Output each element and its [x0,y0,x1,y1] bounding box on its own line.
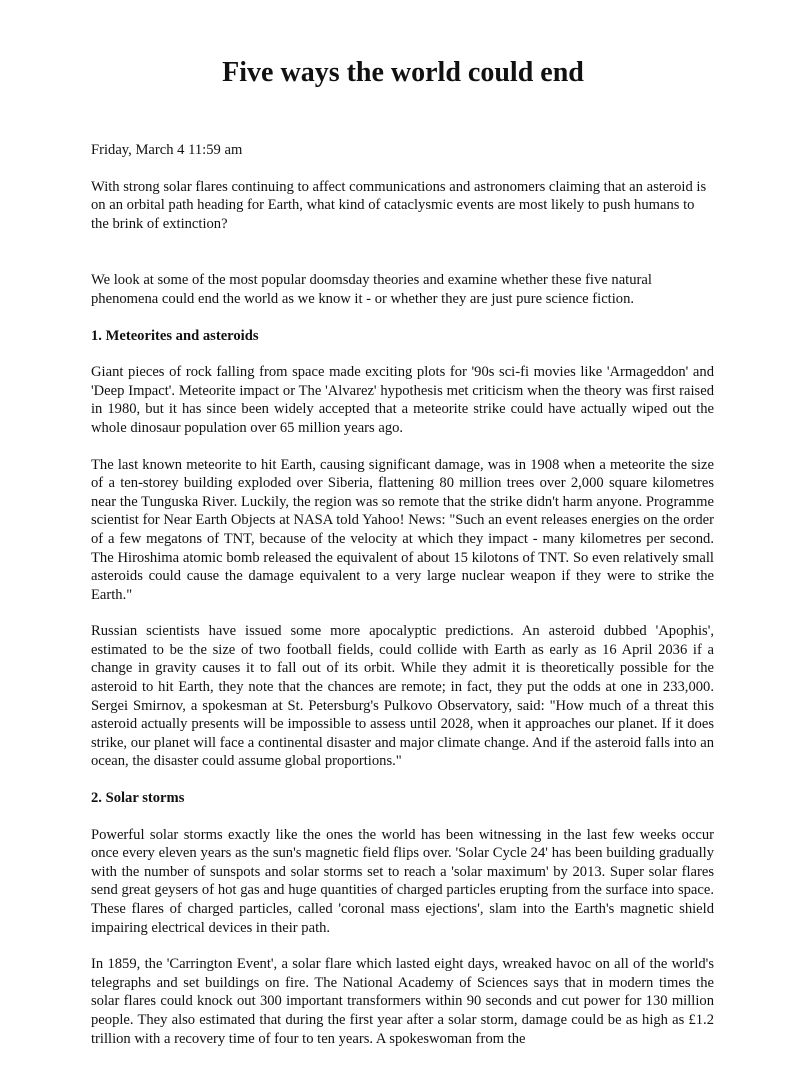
article-title: Five ways the world could end [222,57,584,88]
section1-paragraph-1: Giant pieces of rock falling from space made exciting plots for '90s sci-fi movies like 'Armageddon' and 'Deep Impact'. Meteorite impact or The 'Alvarez' hypothesis met criticism when the theory was first raised in 1980, but it has since been widely accepted that a meteorite strike could have actually wiped out the whole dinosaur population over 65 million years ago. [91,364,714,436]
intro-paragraph-1: With strong solar flares continuing to affect communications and astronomers claiming that an asteroid is on an orbital path heading for Earth, what kind of cataclysmic events are most likely to push humans to the brink of extinction? [91,178,707,232]
article-body [91,141,714,1066]
section-heading-meteorites: 1. Meteorites and asteroids [91,327,259,344]
intro-paragraph-2: We look at some of the most popular doomsday theories and examine whether these five natural phenomena could end the world as we know it - or whether they are just pure science fiction. [91,272,652,307]
section-heading-solar-storms: 2. Solar storms [91,790,185,807]
section1-paragraph-2: The last known meteorite to hit Earth, causing significant damage, was in 1908 when a meteorite the size of a ten-storey building exploded over Siberia, flattening 80 million trees over 2,000 square kilometres near the Tunguska River. Luckily, the region was so remote that the strike didn't harm anyone. Programme scientist for Near Earth Objects at NASA told Yahoo! News: "Such an event releases energies on the order of a few megatons of TNT, because of the velocity at which they impact - many kilometres per second. The Hiroshima atomic bomb released the equivalent of about 15 kilotons of TNT. So even relatively small asteroids could cause the damage equivalent to a very large nuclear weapon if they were to strike the Earth." [91,456,714,603]
section2-paragraph-1: Powerful solar storms exactly like the ones the world has been witnessing in the last few weeks occur once every eleven years as the sun's magnetic field flips over. 'Solar Cycle 24' has been building gradually with the number of sunspots and solar storms set to reach a 'solar maximum' by 2013. Super solar flares send great geysers of hot gas and huge quantities of charged particles erupting from the surface into space. These flares of charged particles, called 'coronal mass ejections', slam into the Earth's magnetic shield impairing electrical devices in their path. [91,826,714,936]
article-date: Friday, March 4 11:59 am [91,142,243,158]
section2-paragraph-2: In 1859, the 'Carrington Event', a solar flare which lasted eight days, wreaked havoc on all of the world's telegraphs and set buildings on fire. The National Academy of Sciences says that in modern times the solar flares could knock out 300 important transformers within 90 seconds and cut power for 130 million people. They also estimated that during the first year after a solar storm, damage could be as high as £1.2 trillion with a recovery time of four to ten years. A spokeswoman from the [91,956,714,1047]
section1-paragraph-3: Russian scientists have issued some more apocalyptic predictions. An asteroid dubbed 'Apophis', estimated to be the size of two football fields, could collide with Earth as early as 16 April 2036 if a change in gravity causes it to fall out of its orbit. While they admit it is theoretically possible for the asteroid to hit Earth, they note that the chances are remote; in fact, they put the odds at one in 233,000. Sergei Smirnov, a spokesman at St. Petersburg's Pulkovo Observatory, said: "How much of a threat this asteroid actually presents will be impossible to assess until 2028, when it approaches our planet. If it does strike, our planet will face a continental disaster and major climate change. And if the asteroid falls into an ocean, the disaster could assume global proportions." [91,623,714,770]
